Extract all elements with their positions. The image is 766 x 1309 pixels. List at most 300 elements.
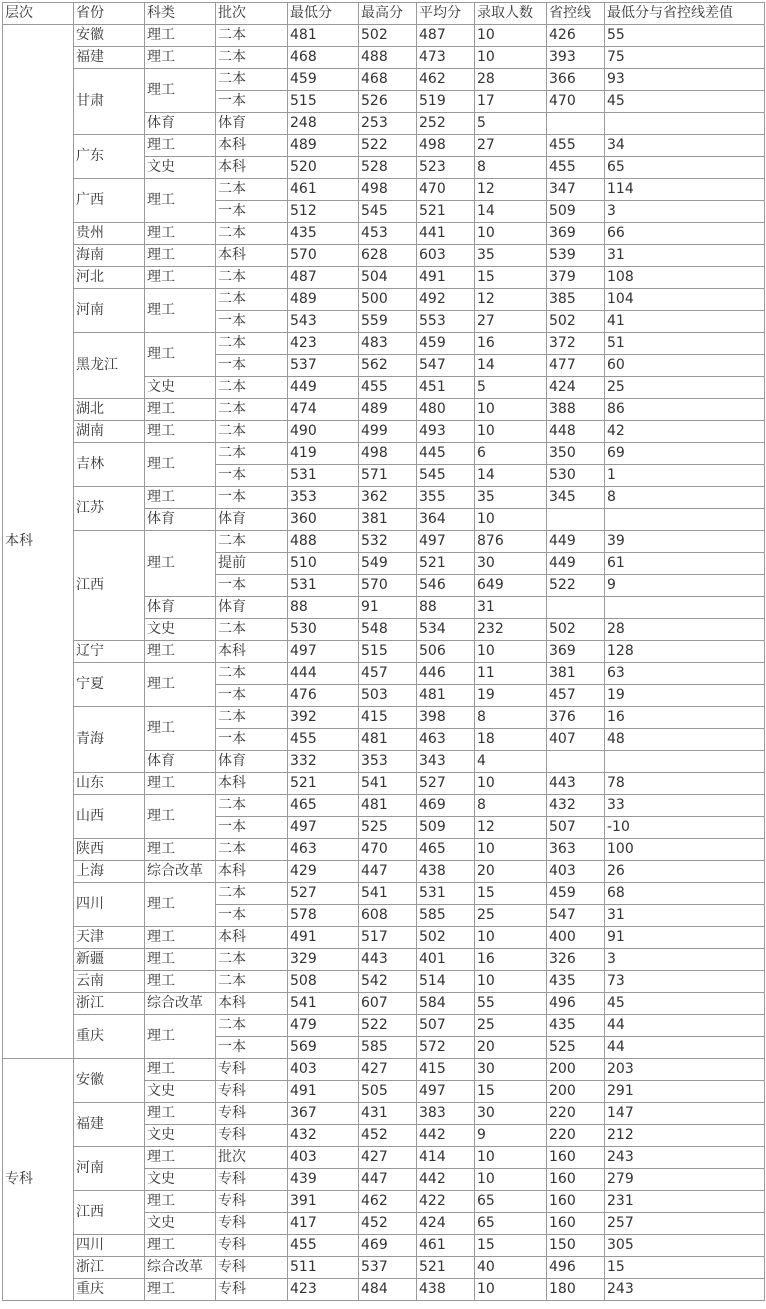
- control-line-cell: 432: [547, 795, 605, 817]
- avg-score-cell: 584: [417, 993, 475, 1015]
- control-line-cell: 455: [547, 157, 605, 179]
- score-diff-cell: 243: [605, 1147, 765, 1169]
- province-cell: 河南: [74, 289, 145, 333]
- min-score-cell: 248: [288, 113, 359, 135]
- avg-score-cell: 462: [417, 69, 475, 91]
- batch-cell: 二本: [216, 69, 288, 91]
- table-row: [3, 421, 765, 443]
- score-diff-cell: [605, 509, 765, 531]
- max-score-cell: 505: [359, 1081, 417, 1103]
- batch-cell: 二本: [216, 839, 288, 861]
- table-row: [3, 1257, 765, 1279]
- subject-cell: 理工: [145, 1103, 216, 1125]
- control-line-cell: 369: [547, 641, 605, 663]
- admitted-count-cell: 55: [475, 993, 547, 1015]
- control-line-cell: 372: [547, 333, 605, 355]
- score-diff-cell: 41: [605, 311, 765, 333]
- avg-score-cell: 547: [417, 355, 475, 377]
- score-diff-cell: [605, 597, 765, 619]
- batch-cell: 本科: [216, 641, 288, 663]
- batch-cell: 专科: [216, 1169, 288, 1191]
- max-score-cell: 481: [359, 795, 417, 817]
- admitted-count-cell: 8: [475, 157, 547, 179]
- avg-score-cell: 527: [417, 773, 475, 795]
- table-row: [3, 267, 765, 289]
- min-score-cell: 490: [288, 421, 359, 443]
- admitted-count-cell: 30: [475, 1103, 547, 1125]
- min-score-cell: 360: [288, 509, 359, 531]
- subject-cell: 理工: [145, 443, 216, 487]
- score-diff-cell: 34: [605, 135, 765, 157]
- min-score-cell: 465: [288, 795, 359, 817]
- header-cell: 省控线: [547, 3, 605, 25]
- batch-cell: 一本: [216, 201, 288, 223]
- min-score-cell: 488: [288, 531, 359, 553]
- avg-score-cell: 414: [417, 1147, 475, 1169]
- batch-cell: 一本: [216, 91, 288, 113]
- province-cell: 上海: [74, 861, 145, 883]
- max-score-cell: 541: [359, 883, 417, 905]
- max-score-cell: 499: [359, 421, 417, 443]
- min-score-cell: 578: [288, 905, 359, 927]
- batch-cell: 一本: [216, 311, 288, 333]
- max-score-cell: 526: [359, 91, 417, 113]
- admitted-count-cell: 10: [475, 25, 547, 47]
- max-score-cell: 585: [359, 1037, 417, 1059]
- subject-cell: 理工: [145, 399, 216, 421]
- min-score-cell: 332: [288, 751, 359, 773]
- avg-score-cell: 497: [417, 531, 475, 553]
- admitted-count-cell: 20: [475, 1037, 547, 1059]
- min-score-cell: 449: [288, 377, 359, 399]
- min-score-cell: 455: [288, 1235, 359, 1257]
- max-score-cell: 502: [359, 25, 417, 47]
- avg-score-cell: 422: [417, 1191, 475, 1213]
- min-score-cell: 419: [288, 443, 359, 465]
- control-line-cell: 435: [547, 971, 605, 993]
- max-score-cell: 608: [359, 905, 417, 927]
- table-row: [3, 487, 765, 509]
- score-diff-cell: 91: [605, 927, 765, 949]
- control-line-cell: 459: [547, 883, 605, 905]
- min-score-cell: 432: [288, 1125, 359, 1147]
- max-score-cell: 431: [359, 1103, 417, 1125]
- province-cell: 湖南: [74, 421, 145, 443]
- batch-cell: 二本: [216, 223, 288, 245]
- avg-score-cell: 521: [417, 553, 475, 575]
- subject-cell: 理工: [145, 135, 216, 157]
- control-line-cell: 369: [547, 223, 605, 245]
- max-score-cell: 453: [359, 223, 417, 245]
- header-cell: 批次: [216, 3, 288, 25]
- batch-cell: 二本: [216, 663, 288, 685]
- score-diff-cell: 212: [605, 1125, 765, 1147]
- batch-cell: 专科: [216, 1235, 288, 1257]
- admitted-count-cell: 15: [475, 267, 547, 289]
- avg-score-cell: 445: [417, 443, 475, 465]
- control-line-cell: 350: [547, 443, 605, 465]
- control-line-cell: 326: [547, 949, 605, 971]
- table-row: [3, 399, 765, 421]
- min-score-cell: 512: [288, 201, 359, 223]
- province-cell: 新疆: [74, 949, 145, 971]
- min-score-cell: 463: [288, 839, 359, 861]
- max-score-cell: 562: [359, 355, 417, 377]
- avg-score-cell: 491: [417, 267, 475, 289]
- max-score-cell: 447: [359, 861, 417, 883]
- max-score-cell: 537: [359, 1257, 417, 1279]
- table-row: [3, 1235, 765, 1257]
- max-score-cell: 452: [359, 1125, 417, 1147]
- max-score-cell: 525: [359, 817, 417, 839]
- table-row: [3, 443, 765, 465]
- avg-score-cell: 519: [417, 91, 475, 113]
- max-score-cell: 481: [359, 729, 417, 751]
- score-diff-cell: 25: [605, 377, 765, 399]
- header-cell: 最高分: [359, 3, 417, 25]
- subject-cell: 理工: [145, 421, 216, 443]
- batch-cell: 一本: [216, 575, 288, 597]
- min-score-cell: 479: [288, 1015, 359, 1037]
- subject-cell: 理工: [145, 25, 216, 47]
- table-row: [3, 1059, 765, 1081]
- avg-score-cell: 509: [417, 817, 475, 839]
- batch-cell: 二本: [216, 619, 288, 641]
- avg-score-cell: 451: [417, 377, 475, 399]
- table-body: [3, 25, 765, 1301]
- max-score-cell: 515: [359, 641, 417, 663]
- control-line-cell: 424: [547, 377, 605, 399]
- province-cell: 江西: [74, 531, 145, 641]
- min-score-cell: 353: [288, 487, 359, 509]
- control-line-cell: 502: [547, 619, 605, 641]
- avg-score-cell: 523: [417, 157, 475, 179]
- batch-cell: 一本: [216, 729, 288, 751]
- batch-cell: 本科: [216, 157, 288, 179]
- max-score-cell: 570: [359, 575, 417, 597]
- province-cell: 广东: [74, 135, 145, 179]
- avg-score-cell: 343: [417, 751, 475, 773]
- admitted-count-cell: 65: [475, 1213, 547, 1235]
- max-score-cell: 427: [359, 1059, 417, 1081]
- table-row: [3, 993, 765, 1015]
- min-score-cell: 423: [288, 333, 359, 355]
- subject-cell: 理工: [145, 333, 216, 377]
- min-score-cell: 392: [288, 707, 359, 729]
- batch-cell: 一本: [216, 487, 288, 509]
- province-cell: 四川: [74, 883, 145, 927]
- max-score-cell: 498: [359, 443, 417, 465]
- province-cell: 重庆: [74, 1015, 145, 1059]
- min-score-cell: 417: [288, 1213, 359, 1235]
- min-score-cell: 476: [288, 685, 359, 707]
- admitted-count-cell: 10: [475, 47, 547, 69]
- max-score-cell: 253: [359, 113, 417, 135]
- admitted-count-cell: 11: [475, 663, 547, 685]
- table-row: [3, 1191, 765, 1213]
- batch-cell: 本科: [216, 993, 288, 1015]
- batch-cell: 专科: [216, 1191, 288, 1213]
- avg-score-cell: 463: [417, 729, 475, 751]
- min-score-cell: 530: [288, 619, 359, 641]
- table-row: [3, 773, 765, 795]
- avg-score-cell: 507: [417, 1015, 475, 1037]
- control-line-cell: 547: [547, 905, 605, 927]
- avg-score-cell: 398: [417, 707, 475, 729]
- avg-score-cell: 492: [417, 289, 475, 311]
- avg-score-cell: 493: [417, 421, 475, 443]
- max-score-cell: 457: [359, 663, 417, 685]
- avg-score-cell: 442: [417, 1125, 475, 1147]
- admitted-count-cell: 40: [475, 1257, 547, 1279]
- avg-score-cell: 438: [417, 861, 475, 883]
- province-cell: 湖北: [74, 399, 145, 421]
- min-score-cell: 521: [288, 773, 359, 795]
- province-cell: 福建: [74, 47, 145, 69]
- min-score-cell: 515: [288, 91, 359, 113]
- max-score-cell: 532: [359, 531, 417, 553]
- subject-cell: 理工: [145, 267, 216, 289]
- control-line-cell: 435: [547, 1015, 605, 1037]
- control-line-cell: 443: [547, 773, 605, 795]
- avg-score-cell: 252: [417, 113, 475, 135]
- batch-cell: 二本: [216, 377, 288, 399]
- subject-cell: 文史: [145, 1081, 216, 1103]
- max-score-cell: 504: [359, 267, 417, 289]
- province-cell: 河南: [74, 1147, 145, 1191]
- admitted-count-cell: 12: [475, 179, 547, 201]
- subject-cell: 理工: [145, 1279, 216, 1301]
- score-diff-cell: 114: [605, 179, 765, 201]
- min-score-cell: 487: [288, 267, 359, 289]
- min-score-cell: 403: [288, 1147, 359, 1169]
- table-row: [3, 223, 765, 245]
- min-score-cell: 541: [288, 993, 359, 1015]
- admitted-count-cell: 18: [475, 729, 547, 751]
- score-diff-cell: 19: [605, 685, 765, 707]
- subject-cell: 综合改革: [145, 1257, 216, 1279]
- table-row: [3, 971, 765, 993]
- admitted-count-cell: 12: [475, 817, 547, 839]
- table-row: [3, 861, 765, 883]
- control-line-cell: [547, 597, 605, 619]
- batch-cell: 二本: [216, 267, 288, 289]
- table-row: [3, 949, 765, 971]
- header-cell: 平均分: [417, 3, 475, 25]
- admitted-count-cell: 30: [475, 553, 547, 575]
- avg-score-cell: 446: [417, 663, 475, 685]
- score-diff-cell: 78: [605, 773, 765, 795]
- score-diff-cell: 93: [605, 69, 765, 91]
- province-cell: 吉林: [74, 443, 145, 487]
- score-diff-cell: 68: [605, 883, 765, 905]
- admitted-count-cell: 10: [475, 1279, 547, 1301]
- subject-cell: 文史: [145, 157, 216, 179]
- max-score-cell: 362: [359, 487, 417, 509]
- min-score-cell: 88: [288, 597, 359, 619]
- batch-cell: 二本: [216, 949, 288, 971]
- max-score-cell: 353: [359, 751, 417, 773]
- control-line-cell: 200: [547, 1081, 605, 1103]
- max-score-cell: 548: [359, 619, 417, 641]
- admitted-count-cell: 27: [475, 311, 547, 333]
- level-cell: 专科: [3, 1059, 74, 1301]
- batch-cell: 批次: [216, 1147, 288, 1169]
- batch-cell: 本科: [216, 773, 288, 795]
- score-diff-cell: 65: [605, 157, 765, 179]
- admitted-count-cell: 25: [475, 905, 547, 927]
- max-score-cell: 381: [359, 509, 417, 531]
- max-score-cell: 483: [359, 333, 417, 355]
- admitted-count-cell: 15: [475, 883, 547, 905]
- province-cell: 安徽: [74, 25, 145, 47]
- control-line-cell: [547, 751, 605, 773]
- batch-cell: 体育: [216, 751, 288, 773]
- batch-cell: 专科: [216, 1081, 288, 1103]
- subject-cell: 文史: [145, 1125, 216, 1147]
- control-line-cell: 381: [547, 663, 605, 685]
- min-score-cell: 391: [288, 1191, 359, 1213]
- admission-scores-table: [2, 2, 765, 1301]
- province-cell: 河北: [74, 267, 145, 289]
- batch-cell: 本科: [216, 135, 288, 157]
- admitted-count-cell: 35: [475, 245, 547, 267]
- batch-cell: 专科: [216, 1213, 288, 1235]
- table-row: [3, 1279, 765, 1301]
- score-diff-cell: 39: [605, 531, 765, 553]
- avg-score-cell: 546: [417, 575, 475, 597]
- province-cell: 浙江: [74, 1257, 145, 1279]
- table-row: [3, 707, 765, 729]
- max-score-cell: 522: [359, 1015, 417, 1037]
- admitted-count-cell: 10: [475, 421, 547, 443]
- table-row: [3, 663, 765, 685]
- control-line-cell: 496: [547, 993, 605, 1015]
- subject-cell: 体育: [145, 751, 216, 773]
- control-line-cell: 455: [547, 135, 605, 157]
- score-diff-cell: 55: [605, 25, 765, 47]
- min-score-cell: 497: [288, 817, 359, 839]
- province-cell: 山西: [74, 795, 145, 839]
- batch-cell: 一本: [216, 905, 288, 927]
- min-score-cell: 468: [288, 47, 359, 69]
- admitted-count-cell: 232: [475, 619, 547, 641]
- score-diff-cell: 44: [605, 1015, 765, 1037]
- score-diff-cell: 60: [605, 355, 765, 377]
- min-score-cell: 489: [288, 289, 359, 311]
- avg-score-cell: 481: [417, 685, 475, 707]
- subject-cell: 理工: [145, 179, 216, 223]
- max-score-cell: 462: [359, 1191, 417, 1213]
- score-diff-cell: 128: [605, 641, 765, 663]
- province-cell: 山东: [74, 773, 145, 795]
- control-line-cell: 457: [547, 685, 605, 707]
- min-score-cell: 429: [288, 861, 359, 883]
- table-row: [3, 1103, 765, 1125]
- subject-cell: 理工: [145, 927, 216, 949]
- control-line-cell: 393: [547, 47, 605, 69]
- batch-cell: 二本: [216, 399, 288, 421]
- score-diff-cell: 75: [605, 47, 765, 69]
- avg-score-cell: 572: [417, 1037, 475, 1059]
- control-line-cell: 539: [547, 245, 605, 267]
- batch-cell: 专科: [216, 1279, 288, 1301]
- admitted-count-cell: 15: [475, 1235, 547, 1257]
- admitted-count-cell: 10: [475, 509, 547, 531]
- admitted-count-cell: 12: [475, 289, 547, 311]
- batch-cell: 一本: [216, 685, 288, 707]
- score-diff-cell: 86: [605, 399, 765, 421]
- province-cell: 安徽: [74, 1059, 145, 1103]
- max-score-cell: 91: [359, 597, 417, 619]
- admitted-count-cell: 10: [475, 839, 547, 861]
- subject-cell: 理工: [145, 487, 216, 509]
- province-cell: 海南: [74, 245, 145, 267]
- batch-cell: 二本: [216, 25, 288, 47]
- score-diff-cell: 73: [605, 971, 765, 993]
- province-cell: 陕西: [74, 839, 145, 861]
- min-score-cell: 537: [288, 355, 359, 377]
- subject-cell: 文史: [145, 377, 216, 399]
- province-cell: 宁夏: [74, 663, 145, 707]
- control-line-cell: 426: [547, 25, 605, 47]
- batch-cell: 二本: [216, 1015, 288, 1037]
- subject-cell: 综合改革: [145, 861, 216, 883]
- min-score-cell: 329: [288, 949, 359, 971]
- score-diff-cell: 8: [605, 487, 765, 509]
- subject-cell: 理工: [145, 223, 216, 245]
- max-score-cell: 559: [359, 311, 417, 333]
- min-score-cell: 531: [288, 575, 359, 597]
- score-diff-cell: 3: [605, 201, 765, 223]
- avg-score-cell: 383: [417, 1103, 475, 1125]
- admitted-count-cell: 10: [475, 641, 547, 663]
- max-score-cell: 571: [359, 465, 417, 487]
- subject-cell: 综合改革: [145, 993, 216, 1015]
- province-cell: 甘肃: [74, 69, 145, 135]
- avg-score-cell: 521: [417, 1257, 475, 1279]
- score-diff-cell: 28: [605, 619, 765, 641]
- min-score-cell: 367: [288, 1103, 359, 1125]
- control-line-cell: 200: [547, 1059, 605, 1081]
- min-score-cell: 511: [288, 1257, 359, 1279]
- control-line-cell: 509: [547, 201, 605, 223]
- max-score-cell: 489: [359, 399, 417, 421]
- admitted-count-cell: 15: [475, 1081, 547, 1103]
- avg-score-cell: 585: [417, 905, 475, 927]
- max-score-cell: 522: [359, 135, 417, 157]
- table-row: [3, 47, 765, 69]
- score-diff-cell: -10: [605, 817, 765, 839]
- province-cell: 广西: [74, 179, 145, 223]
- batch-cell: 二本: [216, 289, 288, 311]
- control-line-cell: 363: [547, 839, 605, 861]
- table-row: [3, 1147, 765, 1169]
- control-line-cell: 160: [547, 1191, 605, 1213]
- score-diff-cell: 63: [605, 663, 765, 685]
- subject-cell: 文史: [145, 1169, 216, 1191]
- max-score-cell: 468: [359, 69, 417, 91]
- province-cell: 青海: [74, 707, 145, 773]
- score-diff-cell: 257: [605, 1213, 765, 1235]
- table-row: [3, 135, 765, 157]
- province-cell: 黑龙江: [74, 333, 145, 399]
- admitted-count-cell: 28: [475, 69, 547, 91]
- batch-cell: 二本: [216, 707, 288, 729]
- min-score-cell: 543: [288, 311, 359, 333]
- subject-cell: 理工: [145, 531, 216, 597]
- admitted-count-cell: 31: [475, 597, 547, 619]
